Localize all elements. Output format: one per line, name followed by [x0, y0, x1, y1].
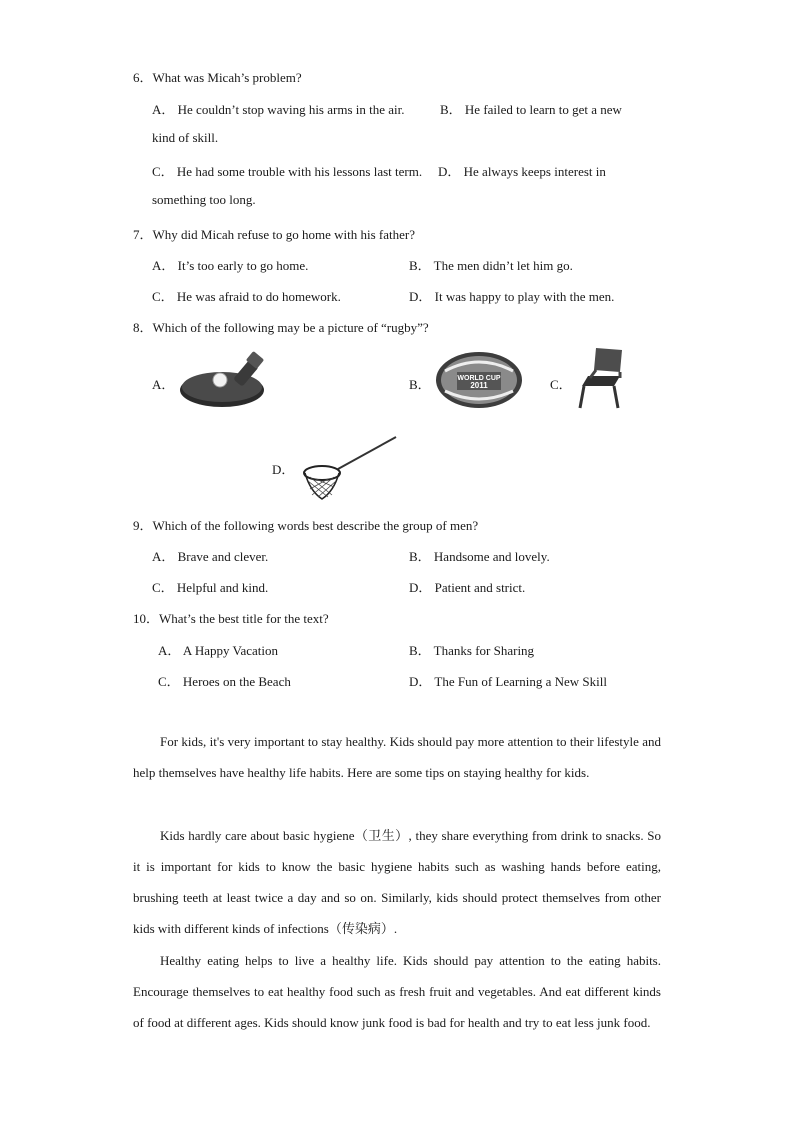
q6-option-c[interactable]: C． He had some trouble with his lessons last term.	[152, 164, 423, 179]
q8-option-d-label[interactable]: D．	[272, 462, 295, 477]
question-number: 8	[133, 320, 140, 335]
passage-paragraph-1: For kids, it's very important to stay healthy. Kids should pay more attention to their lifestyle and help themselves have healthy life habits. Here are some tips on staying healthy for kids.	[133, 734, 661, 780]
q8-option-a-label[interactable]: A．	[152, 377, 175, 392]
q7-option-b[interactable]: B． The men didn’t let him go.	[409, 258, 573, 273]
question-text: What was Micah’s problem?	[152, 70, 302, 85]
q9-option-b[interactable]: B． Handsome and lovely.	[409, 549, 550, 564]
q10-option-b[interactable]: B． Thanks for Sharing	[409, 643, 535, 658]
q8-option-c-label[interactable]: C．	[550, 377, 572, 392]
ping-pong-paddle-image[interactable]	[178, 350, 270, 412]
ball-text-line2: 2011	[470, 381, 488, 390]
q9-option-c[interactable]: C． Helpful and kind.	[152, 580, 269, 595]
question-text: What’s the best title for the text?	[159, 611, 329, 626]
fishing-net-image[interactable]	[296, 435, 400, 501]
q8-option-b-label[interactable]: B．	[409, 377, 431, 392]
question-text: Which of the following words best describe the group of men?	[152, 518, 479, 533]
passage-paragraph-2: Kids hardly care about basic hygiene（卫生）, they share everything from drink to snacks. So it is important for kids to know the basic hygiene habits such as washing hands before eating, brushing teeth at least twice a day and so on. Similarly, kids should protect themselves from other kids with different kinds of infections（传染病）.	[133, 828, 661, 936]
q9-option-a[interactable]: A． Brave and clever.	[152, 549, 269, 564]
q10-option-d[interactable]: D． The Fun of Learning a New Skill	[409, 674, 607, 689]
q6-option-b[interactable]: B． He failed to learn to get a new	[440, 102, 622, 117]
q10-option-c[interactable]: C． Heroes on the Beach	[158, 674, 291, 689]
passage-paragraph-3: Healthy eating helps to live a healthy life. Kids should pay attention to the eating habits. Encourage themselves to eat healthy food such as fresh fruit and vegetables. And eat different kinds of food at different ages. Kids should know junk food is bad for health and try to eat less junk food.	[133, 953, 661, 1030]
chair-image[interactable]	[574, 346, 628, 412]
question-text: Which of the following may be a picture of “rugby”?	[152, 320, 429, 335]
q7-option-d[interactable]: D． It was happy to play with the men.	[409, 289, 615, 304]
question-10-stem: 10．What’s the best title for the text?	[133, 611, 329, 626]
q6-option-d[interactable]: D． He always keeps interest in	[438, 164, 606, 179]
q7-option-c[interactable]: C． He was afraid to do homework.	[152, 289, 341, 304]
question-number: 9	[133, 518, 140, 533]
question-7-stem: 7．Why did Micah refuse to go home with his father?	[133, 227, 415, 242]
q6-option-a[interactable]: A． He couldn’t stop waving his arms in the air.	[152, 102, 405, 117]
q9-option-d[interactable]: D． Patient and strict.	[409, 580, 526, 595]
question-number: 10	[133, 611, 146, 626]
question-9-stem: 9．Which of the following words best describe the group of men?	[133, 518, 479, 533]
question-6-stem: 6．What was Micah’s problem?	[133, 70, 302, 85]
q7-option-a[interactable]: A． It’s too early to go home.	[152, 258, 309, 273]
rugby-ball-image[interactable]	[435, 351, 523, 409]
question-number: 6	[133, 70, 140, 85]
ball-text-line1: WORLD CUP	[457, 375, 501, 382]
q6-option-b-continued: kind of skill.	[152, 130, 219, 145]
question-8-stem: 8．Which of the following may be a picture of “rugby”?	[133, 320, 429, 335]
q6-option-d-continued: something too long.	[152, 192, 256, 207]
question-text: Why did Micah refuse to go home with his father?	[152, 227, 415, 242]
question-number: 7	[133, 227, 140, 242]
q10-option-a[interactable]: A． A Happy Vacation	[158, 643, 278, 658]
